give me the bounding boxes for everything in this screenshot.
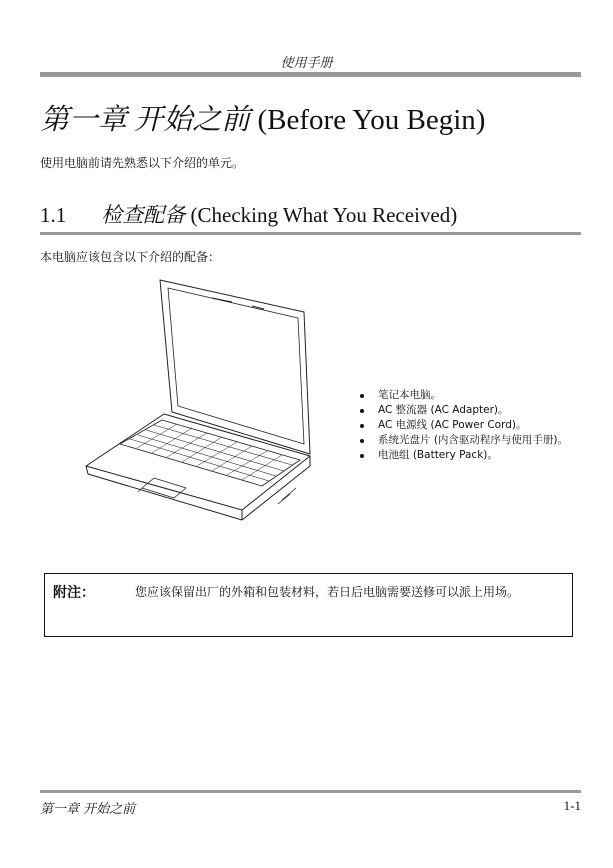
list-item: 系统光盘片 (内含驱动程序与使用手册)。: [360, 433, 572, 448]
note-text: 您应该保留出厂的外箱和包装材料，若日后电脑需要送修可以派上用场。: [135, 585, 520, 599]
page-number: 1-1: [563, 798, 581, 813]
chapter-intro: 使用电脑前请先熟悉以下介绍的单元。: [40, 156, 245, 170]
section-title-en: (Checking What You Received): [190, 203, 458, 227]
note-label: 附注：: [53, 585, 95, 601]
list-item: 笔记本电脑。: [360, 388, 572, 403]
running-header: 使用手册: [280, 56, 333, 71]
footer-rule: [40, 790, 581, 793]
chapter-title: [40, 100, 485, 140]
chapter-title-cn: 第一章 开始之前: [40, 104, 251, 136]
list-item: AC 整流器 (AC Adapter)。: [360, 403, 572, 418]
list-item: AC 电源线 (AC Power Cord)。: [360, 418, 572, 433]
note-box: [44, 573, 573, 637]
section-number: 1.1: [40, 203, 67, 227]
item-list: [360, 388, 572, 463]
list-item: 电池组 (Battery Pack)。: [360, 448, 572, 463]
section-intro: 本电脑应该包含以下介绍的配备：: [40, 250, 221, 264]
section-title-cn: 检查配备: [101, 203, 186, 227]
chapter-title-en: (Before You Begin): [257, 104, 486, 136]
section-rule: [40, 232, 581, 235]
laptop-illustration: [82, 272, 327, 527]
footer-chapter: 第一章 开始之前: [40, 802, 136, 817]
header-rule: [40, 72, 581, 77]
section-title: [40, 200, 457, 230]
